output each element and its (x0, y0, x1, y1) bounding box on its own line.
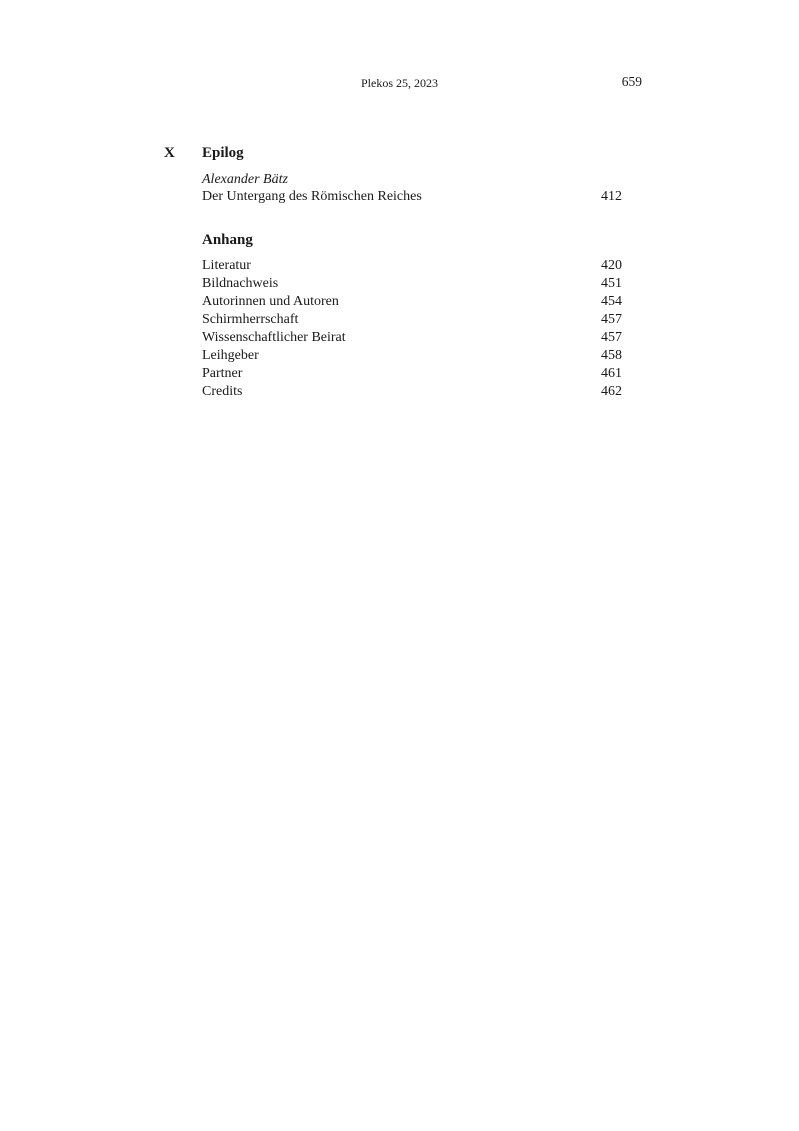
running-head (0, 74, 799, 94)
toc-entry (202, 312, 622, 330)
section-heading: Anhang (202, 232, 253, 248)
toc-entry-title: Leihgeber (202, 348, 259, 363)
entry-author: Alexander Bätz (202, 172, 288, 187)
toc-entry-page: 458 (601, 348, 622, 363)
toc-entry-page: 457 (601, 330, 622, 345)
toc-entry-page: 454 (601, 294, 622, 309)
toc-entry (202, 276, 622, 294)
section-numeral: X (164, 145, 175, 161)
toc-entry-page: 412 (601, 189, 622, 204)
toc-entry-title: Der Untergang des Römischen Reiches (202, 189, 422, 204)
toc-entry-page: 461 (601, 366, 622, 381)
toc-entry (202, 189, 622, 207)
toc-entry-page: 462 (601, 384, 622, 399)
toc-entry (202, 294, 622, 312)
toc-entry (202, 384, 622, 402)
page-number: 659 (621, 74, 642, 89)
toc-entry (202, 258, 622, 276)
toc-entry-title: Autorinnen und Autoren (202, 294, 339, 309)
toc-entry-title: Schirmherrschaft (202, 312, 299, 327)
toc-entry-title: Bildnachweis (202, 276, 279, 291)
toc-entry-title: Credits (202, 384, 243, 399)
toc-entry-page: 420 (601, 258, 622, 273)
toc-entry-page: 451 (601, 276, 622, 291)
toc-entry (202, 366, 622, 384)
section-heading: Epilog (202, 145, 244, 161)
toc-entry-page: 457 (601, 312, 622, 327)
journal-citation: Plekos 25, 2023 (360, 76, 438, 90)
toc-entry-title: Wissenschaftlicher Beirat (202, 330, 346, 345)
toc-entry (202, 330, 622, 348)
toc-entry (202, 348, 622, 366)
toc-entry-title: Partner (202, 366, 243, 381)
toc-entry-title: Literatur (202, 258, 251, 273)
